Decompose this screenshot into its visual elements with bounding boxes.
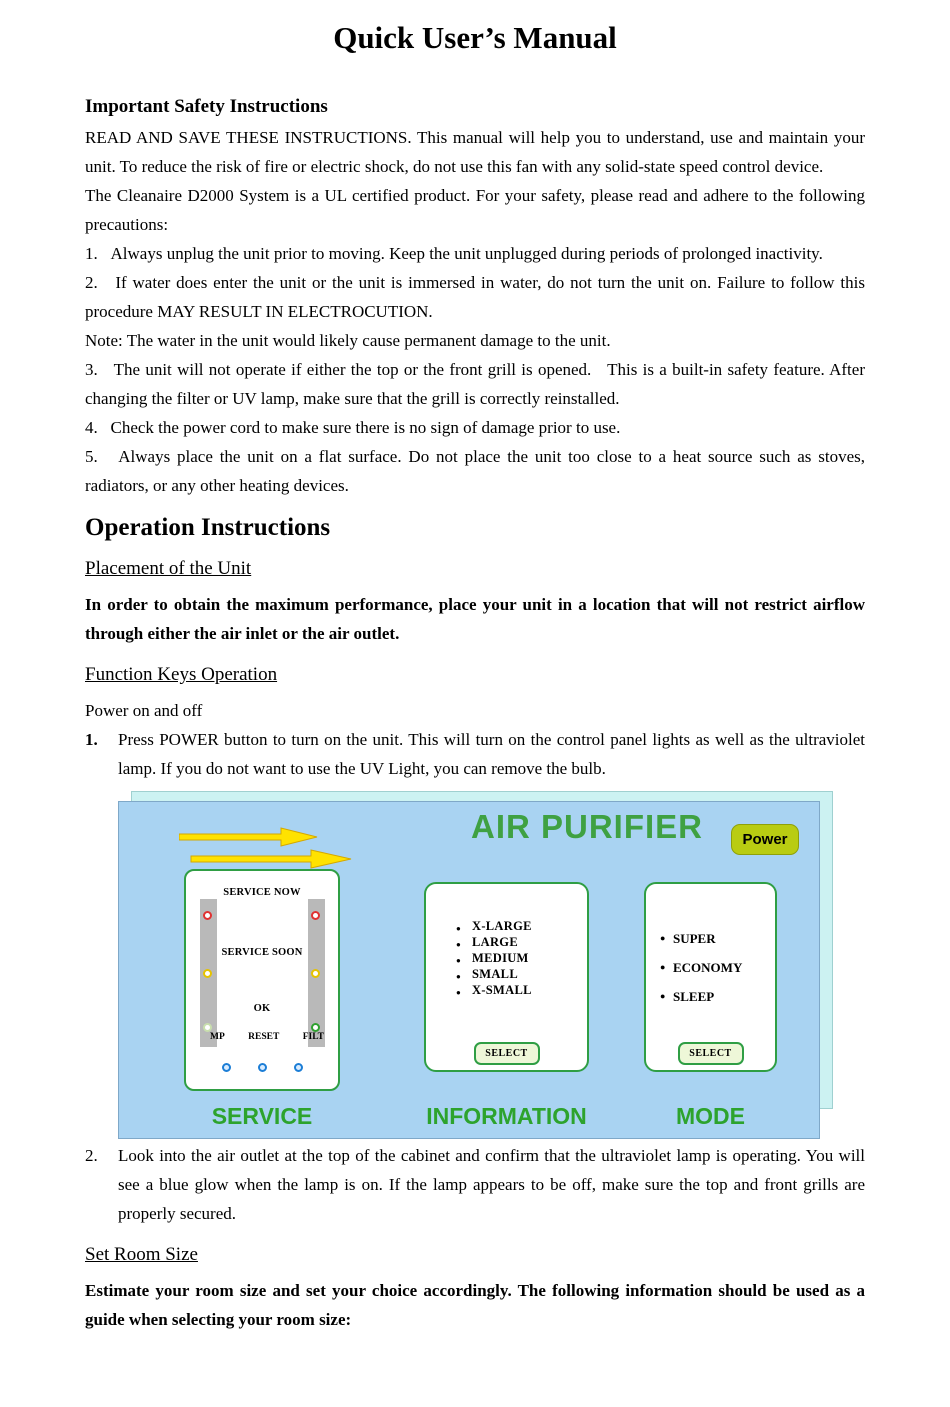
power-button[interactable]: Power: [731, 824, 799, 855]
mode-panel: [644, 882, 777, 1072]
filter-label: FILT: [302, 1032, 324, 1042]
service-soon-label: SERVICE SOON: [221, 947, 303, 958]
room-size-option: ● SMALL: [456, 966, 587, 982]
lamp-led-red-icon: [203, 911, 212, 920]
service-bottom-labels: [186, 1032, 338, 1042]
placement-text: In order to obtain the maximum performance, place your unit in a location that will not restrict airflow through either the air inlet or the air outlet.: [85, 595, 865, 643]
step-text: Press POWER button to turn on the unit. This will turn on the control panel lights as well as the ultraviolet lamp. If you do not want to use the UV Light, you can remove the bulb.: [118, 730, 865, 778]
filter-led-yellow-icon: [311, 969, 320, 978]
room-size-option: ● X-SMALL: [456, 982, 587, 998]
information-panel: [424, 882, 589, 1072]
information-section-label: INFORMATION: [426, 1103, 587, 1129]
room-size-text: Estimate your room size and set your choice accordingly. The following information should be used as a guide when selecting your room size:: [85, 1281, 865, 1329]
operation-heading: Operation Instructions: [85, 514, 331, 541]
lamp-led-ok-icon: [203, 1023, 212, 1032]
lamp-label: MP: [210, 1032, 225, 1042]
placement-heading: Placement of the Unit: [85, 558, 252, 579]
mode-option: ● SLEEP: [660, 982, 775, 1011]
room-size-option: ● X-LARGE: [456, 918, 587, 934]
safety-paragraph: READ AND SAVE THESE INSTRUCTIONS. This manual will help you to understand, use and maintain your unit. To reduce the risk of fire or electric shock, do not use this fan with any solid-state speed control device.: [85, 128, 865, 176]
page-title: Quick User’s Manual: [333, 20, 617, 55]
step-number: 1.: [85, 730, 98, 749]
safety-item-5: 5. Always place the unit on a flat surface. Do not place the unit too close to a heat source such as stoves, radiators, or any other heating devices.: [85, 447, 865, 495]
power-on-off-text: Power on and off: [85, 701, 203, 720]
reset-label: RESET: [248, 1032, 280, 1042]
mode-select-button[interactable]: SELECT: [678, 1042, 744, 1065]
lamp-reset-button[interactable]: [222, 1063, 231, 1072]
information-select-button[interactable]: SELECT: [474, 1042, 540, 1065]
filter-reset-button[interactable]: [294, 1063, 303, 1072]
service-panel: [184, 869, 340, 1091]
airflow-arrows-icon: [179, 826, 429, 874]
mode-section-label: MODE: [676, 1103, 745, 1129]
safety-heading: Important Safety Instructions: [85, 96, 328, 117]
step-number: 2.: [85, 1146, 98, 1165]
filter-led-red-icon: [311, 911, 320, 920]
safety-paragraph: The Cleanaire D2000 System is a UL certified product. For your safety, please read and adhere to the following precautions:: [85, 186, 865, 234]
room-size-option: ● MEDIUM: [456, 950, 587, 966]
safety-item-1: 1. Always unplug the unit prior to moving. Keep the unit unplugged during periods of prolonged inactivity.: [85, 244, 823, 263]
step-2: [85, 1141, 865, 1228]
safety-item-4: 4. Check the power cord to make sure there is no sign of damage prior to use.: [85, 418, 621, 437]
air-purifier-title: AIR PURIFIER: [471, 808, 704, 845]
service-section-label: SERVICE: [211, 1103, 313, 1129]
room-size-options: [456, 918, 587, 998]
set-room-size-heading: Set Room Size: [85, 1244, 198, 1265]
mode-options: [660, 924, 775, 1011]
panel-front-layer: [118, 801, 820, 1139]
room-size-option: ● LARGE: [456, 934, 587, 950]
step-1: [85, 725, 865, 783]
safety-item-2: 2. If water does enter the unit or the unit is immersed in water, do not turn the unit on. Failure to follow this procedure MAY RESULT IN ELECTROCUTION.: [85, 273, 865, 321]
mode-option: ● SUPER: [660, 924, 775, 953]
step-text: Look into the air outlet at the top of the cabinet and confirm that the ultraviolet lamp is operating. You will see a blue glow when the lamp is on. If the lamp appears to be off, make sure the top and front grills are properly secured.: [118, 1146, 865, 1223]
control-panel-diagram: [118, 791, 834, 1141]
safety-item-3: 3. The unit will not operate if either the top or the front grill is opened. This is a built-in safety feature. After changing the filter or UV lamp, make sure that the grill is correctly reinstalled.: [85, 360, 865, 408]
service-buttons-row: [186, 1063, 338, 1072]
lamp-led-yellow-icon: [203, 969, 212, 978]
safety-note: Note: The water in the unit would likely cause permanent damage to the unit.: [85, 331, 611, 350]
service-ok-label: OK: [253, 1003, 271, 1014]
filter-led-ok-icon: [311, 1023, 320, 1032]
reset-button[interactable]: [258, 1063, 267, 1072]
function-keys-heading: Function Keys Operation: [85, 664, 278, 685]
mode-option: ● ECONOMY: [660, 953, 775, 982]
service-now-label: SERVICE NOW: [223, 887, 301, 898]
